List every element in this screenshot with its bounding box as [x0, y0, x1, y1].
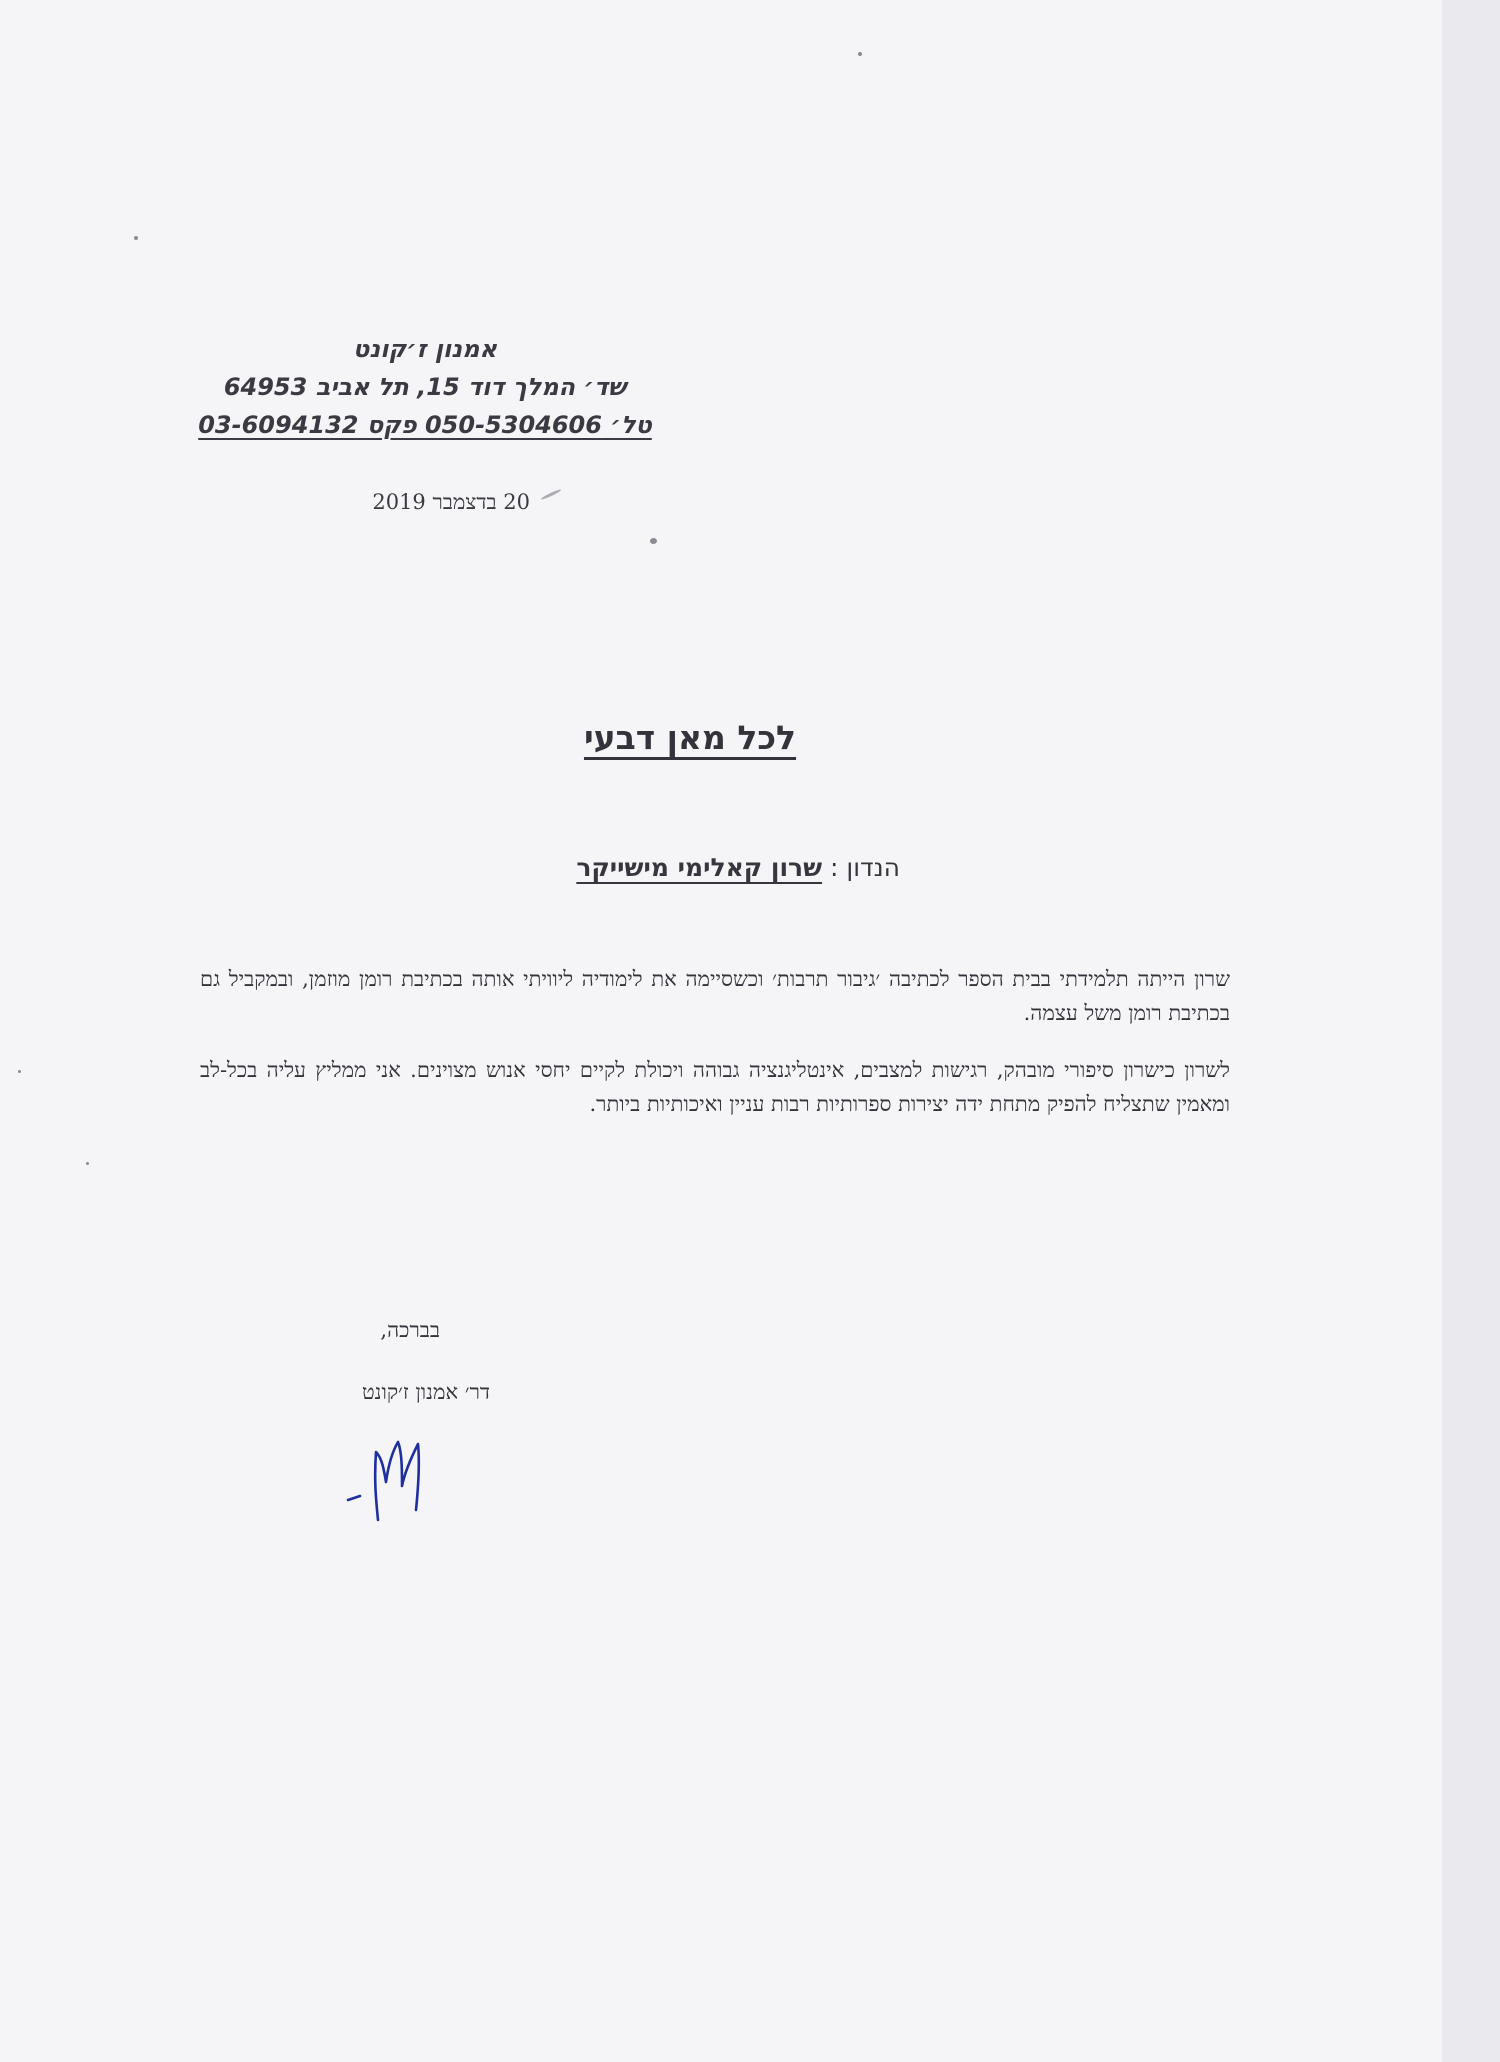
letter-title: לכל מאן דבעי — [583, 718, 797, 757]
scan-edge — [1442, 0, 1500, 2062]
sender-address: שד׳ המלך דוד 15, תל אביב 64953 — [223, 373, 627, 401]
subject-name: שרון קאלימי מישייקר — [576, 853, 823, 882]
scan-speck — [86, 1162, 89, 1165]
scan-speck — [134, 236, 138, 240]
body-paragraph-1: שרון הייתה תלמידתי בבית הספר לכתיבה ׳גיבור תרבות׳ וכשסיימה את לימודיה ליוויתי אותה בכתיבת רומן מוזמן, ובמקביל גם בכתיבת רומן משל עצמה. — [200, 967, 1230, 1025]
sender-name: אמנון ז׳קונט — [353, 335, 497, 363]
letter-date: 20 בדצמבר 2019 — [372, 490, 530, 514]
scan-speck — [650, 538, 657, 544]
scan-speck — [858, 52, 862, 56]
body-paragraph-2: לשרון כישרון סיפורי מובהק, רגישות למצבים, אינטליגנציה גבוהה ויכולת לקיים יחסי אנוש מצוינים. אני ממליץ עליה בכל-לב ומאמין שתצליח להפיק מתחת ידה יצירות ספרותיות רבות עניין ואיכותיות ביותר. — [200, 1058, 1230, 1116]
signer-name: דר׳ אמנון ז׳קונט — [361, 1380, 490, 1404]
sender-phones: טל׳ 050-5304606 פקס 03-6094132 — [198, 411, 652, 439]
closing-greeting: בברכה, — [380, 1318, 440, 1342]
scan-speck — [18, 1070, 21, 1073]
subject-line — [420, 853, 900, 882]
subject-label: הנדון : — [830, 853, 900, 882]
letterhead — [190, 330, 660, 444]
handwritten-signature — [340, 1430, 440, 1540]
